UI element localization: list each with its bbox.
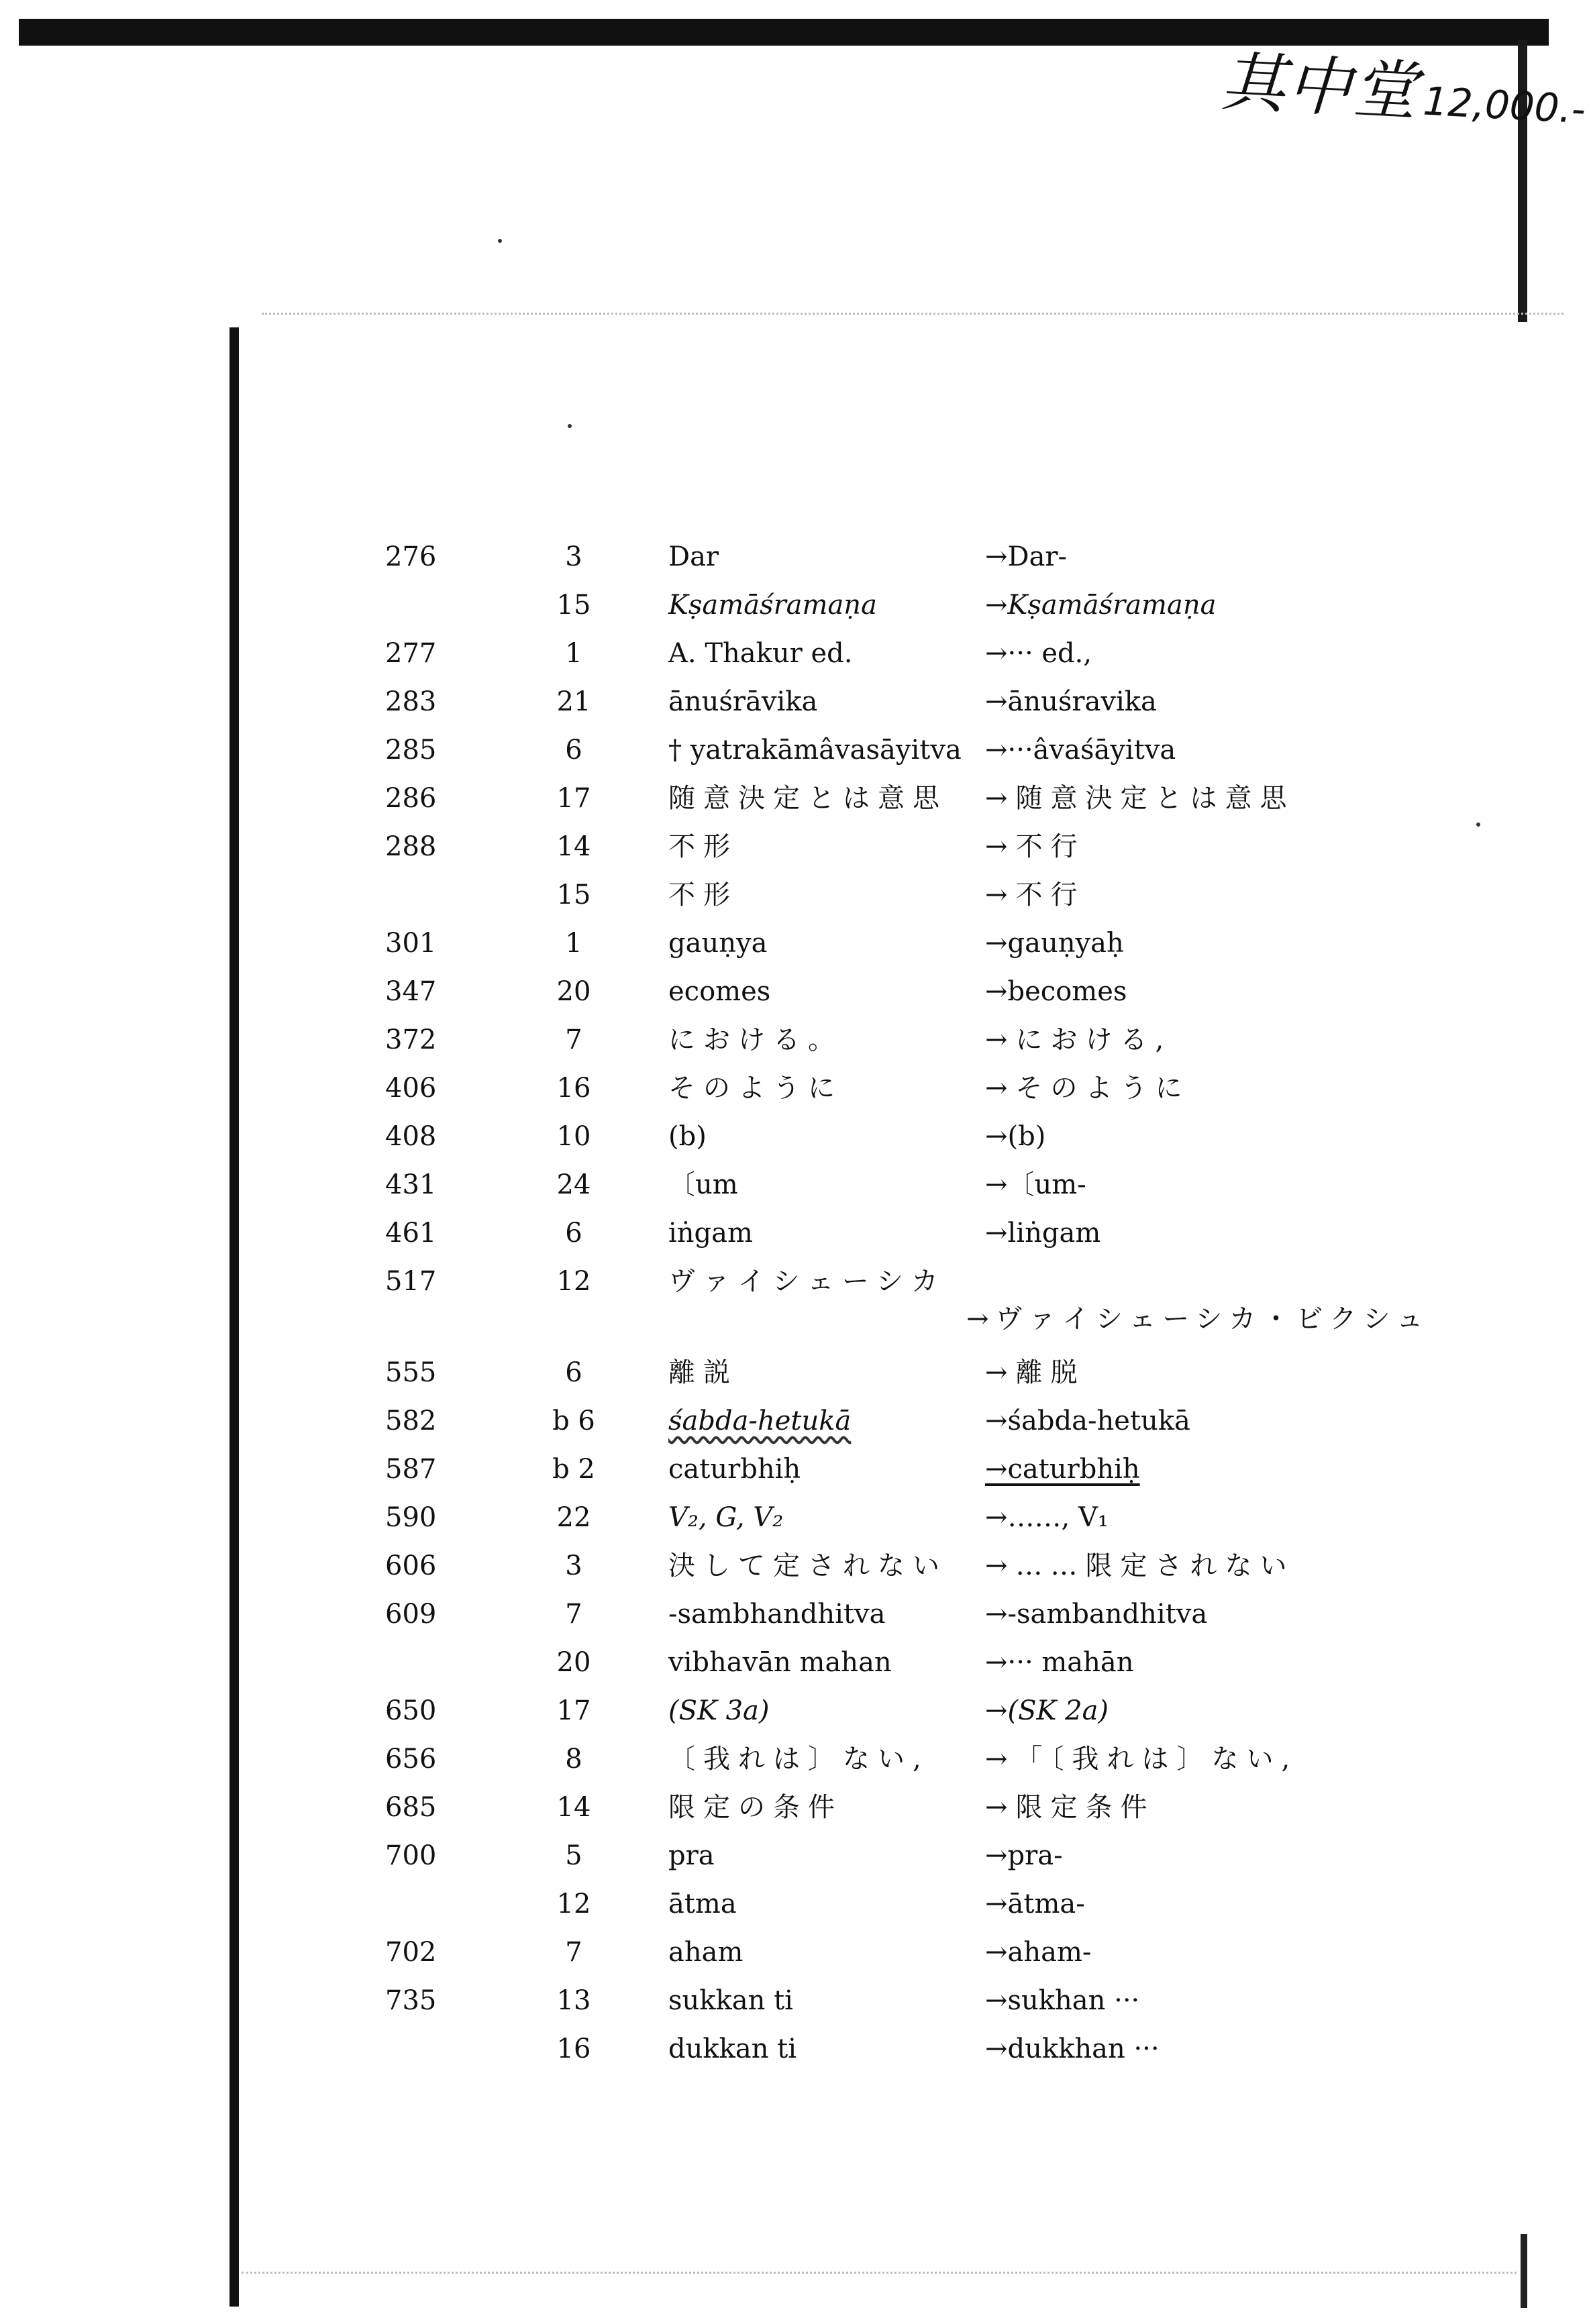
page-number: 702 [385, 1937, 437, 1968]
line-number: 8 [565, 1744, 582, 1775]
page-top-edge [262, 313, 1564, 315]
corrected-text: →……限定されない [985, 1550, 1295, 1581]
line-number: 17 [556, 1695, 591, 1726]
corrected-text: →sukhan ··· [985, 1985, 1140, 2016]
corrected-text: →そのように [985, 1073, 1190, 1104]
line-number: 13 [556, 1985, 591, 2016]
line-number: 20 [556, 1647, 591, 1678]
erroneous-text: † yatrakāmâvasāyitva [668, 735, 962, 765]
line-number: 14 [556, 831, 591, 862]
line-number: 3 [565, 541, 582, 572]
errata-row [0, 1783, 1569, 1832]
erroneous-text: A. Thakur ed. [668, 638, 853, 669]
page-number: 517 [385, 1266, 437, 1297]
erroneous-text: sukkan ti [668, 1985, 793, 2016]
erroneous-text: iṅgam [668, 1218, 753, 1249]
line-number: b 2 [552, 1454, 595, 1485]
corrected-text: →〔um- [985, 1169, 1086, 1200]
page-bottom-edge [242, 2272, 1517, 2274]
corrected-text: →aham- [985, 1937, 1092, 1968]
page-number: 285 [385, 735, 437, 765]
corrected-text: →··· ed., [985, 638, 1092, 669]
errata-row [0, 678, 1569, 726]
errata-row [0, 629, 1569, 678]
corrected-text: →caturbhiḥ [985, 1454, 1140, 1485]
erroneous-text: ヴァイシェーシカ [668, 1266, 946, 1297]
corrected-text: →……, V₁ [985, 1502, 1109, 1533]
corrected-text: →限定条件 [985, 1792, 1156, 1823]
erroneous-text: gauṇya [668, 928, 768, 959]
line-number: 20 [556, 976, 591, 1007]
page-number: 408 [385, 1121, 437, 1152]
corrected-text: →(b) [985, 1121, 1046, 1152]
line-number: 24 [556, 1169, 591, 1200]
page-number: 286 [385, 783, 437, 814]
erroneous-text: 離説 [668, 1357, 738, 1388]
erroneous-text: śabda-hetukā [668, 1406, 852, 1436]
errata-row [0, 967, 1569, 1016]
errata-row [0, 1161, 1569, 1209]
erroneous-text: vibhavān mahan [668, 1647, 892, 1678]
corrected-text: →pra- [985, 1840, 1063, 1871]
corrected-text: →「〔我れは〕ない, [985, 1744, 1298, 1775]
erroneous-text: 〔我れは〕ない, [668, 1744, 929, 1775]
corrected-text: →śabda-hetukā [985, 1406, 1190, 1436]
errata-row [0, 726, 1569, 774]
corrected-text: →不行 [985, 831, 1086, 862]
errata-row [0, 1880, 1569, 1928]
errata-row [0, 823, 1569, 871]
page-number: 555 [385, 1357, 437, 1388]
handwritten-publisher: 其中堂 [1219, 44, 1421, 130]
page-number: 609 [385, 1599, 437, 1630]
page-number: 606 [385, 1550, 437, 1581]
erroneous-text: dukkan ti [668, 2034, 797, 2064]
page-number: 277 [385, 638, 437, 669]
line-number: 7 [565, 1937, 582, 1968]
errata-row [0, 1209, 1569, 1257]
erroneous-text: caturbhiḥ [668, 1454, 801, 1485]
errata-row [0, 1976, 1569, 2025]
erroneous-text: 決して定されない [668, 1550, 947, 1581]
errata-row [0, 774, 1569, 823]
erroneous-text: pra [668, 1840, 715, 1871]
line-number: 7 [565, 1024, 582, 1055]
line-number: 3 [565, 1550, 582, 1581]
line-number: 7 [565, 1599, 582, 1630]
page-number: 288 [385, 831, 437, 862]
erroneous-text: (b) [668, 1121, 707, 1152]
errata-row [0, 581, 1569, 629]
erroneous-text: ecomes [668, 976, 771, 1007]
corrected-text: →Kṣamāśramaṇa [985, 590, 1217, 621]
corrected-text: →-sambandhitva [985, 1599, 1208, 1630]
corrected-text: →··· mahān [985, 1647, 1134, 1678]
erroneous-text: 不形 [668, 880, 738, 910]
line-number: 12 [556, 1266, 591, 1297]
page-number: 700 [385, 1840, 437, 1871]
errata-row [0, 1687, 1569, 1735]
erroneous-text: 限定の条件 [668, 1792, 843, 1823]
errata-row [0, 1928, 1569, 1976]
corner-mark [1521, 2234, 1527, 2308]
page-number: 650 [385, 1695, 437, 1726]
corrected-text: →dukkhan ··· [985, 2034, 1160, 2064]
line-number: 6 [565, 1218, 582, 1249]
page-number: 582 [385, 1406, 437, 1436]
page-number: 431 [385, 1169, 437, 1200]
errata-row [0, 1542, 1569, 1590]
errata-row [0, 1493, 1569, 1542]
corrected-text: →における, [985, 1024, 1172, 1055]
errata-row [0, 919, 1569, 967]
line-number: 14 [556, 1792, 591, 1823]
scan-speck [568, 424, 572, 428]
errata-row [0, 1590, 1569, 1638]
erroneous-text: -sambhandhitva [668, 1599, 886, 1630]
errata-row [0, 1832, 1569, 1880]
page-number: 347 [385, 976, 437, 1007]
line-number: 15 [556, 590, 591, 621]
page-number: 372 [385, 1024, 437, 1055]
erroneous-text: (SK 3a) [668, 1695, 770, 1726]
erroneous-text: ātma [668, 1889, 737, 1919]
page-number: 685 [385, 1792, 437, 1823]
erroneous-text: 随意決定とは意思 [668, 783, 947, 814]
line-number: 16 [556, 2034, 591, 2064]
corrected-text: →gauṇyaḥ [985, 928, 1124, 959]
handwritten-price-note [1219, 31, 1589, 142]
corrected-text: →(SK 2a) [985, 1695, 1109, 1726]
corrected-text: →liṅgam [985, 1218, 1101, 1249]
line-number: 5 [565, 1840, 582, 1871]
line-number: 16 [556, 1073, 591, 1104]
page-number: 656 [385, 1744, 437, 1775]
wrapped-correction: →ヴァイシェーシカ・ビクシュ [966, 1304, 1430, 1334]
corrected-text: →不行 [985, 880, 1086, 910]
line-number: 22 [556, 1502, 591, 1533]
page-number: 587 [385, 1454, 437, 1485]
page-number: 735 [385, 1985, 437, 2016]
line-number: 6 [565, 735, 582, 765]
scan-speck [498, 239, 502, 243]
line-number: b 6 [552, 1406, 595, 1436]
corrected-text: →随意決定とは意思 [985, 783, 1295, 814]
line-number: 17 [556, 783, 591, 814]
line-number: 1 [565, 928, 582, 959]
errata-row [0, 1064, 1569, 1112]
errata-row [0, 871, 1569, 919]
line-number: 15 [556, 880, 591, 910]
line-number: 6 [565, 1357, 582, 1388]
corrected-text: →Dar- [985, 541, 1068, 572]
corrected-text: →ātma- [985, 1889, 1085, 1919]
page-number: 406 [385, 1073, 437, 1104]
erroneous-text: Kṣamāśramaṇa [668, 590, 877, 621]
handwritten-price: 12,000.- [1422, 78, 1587, 133]
page-number: 590 [385, 1502, 437, 1533]
errata-row [0, 1349, 1569, 1397]
erroneous-text: 不形 [668, 831, 738, 862]
erroneous-text: 〔um [668, 1169, 738, 1200]
erroneous-text: Dar [668, 541, 719, 572]
erroneous-text: そのように [668, 1073, 843, 1104]
errata-row [0, 1735, 1569, 1783]
errata-row [0, 1016, 1569, 1064]
page-number: 283 [385, 686, 437, 717]
errata-row [0, 533, 1569, 581]
page-number: 276 [385, 541, 437, 572]
erroneous-text: aham [668, 1937, 744, 1968]
corrected-text: →ānuśravika [985, 686, 1157, 717]
erroneous-text: V₂, G, V₂ [668, 1502, 784, 1533]
errata-row [0, 1112, 1569, 1161]
errata-row [0, 1397, 1569, 1445]
line-number: 12 [556, 1889, 591, 1919]
page-number: 461 [385, 1218, 437, 1249]
page-number: 301 [385, 928, 437, 959]
line-number: 10 [556, 1121, 591, 1152]
errata-row [0, 1638, 1569, 1687]
erroneous-text: における。 [668, 1024, 843, 1055]
corrected-text: →···âvaśāyitva [985, 735, 1176, 765]
corrected-text: →becomes [985, 976, 1127, 1007]
errata-row [0, 2025, 1569, 2073]
line-number: 1 [565, 638, 582, 669]
erroneous-text: ānuśrāvika [668, 686, 818, 717]
line-number: 21 [556, 686, 591, 717]
corrected-text: →離脱 [985, 1357, 1086, 1388]
errata-row [0, 1445, 1569, 1493]
